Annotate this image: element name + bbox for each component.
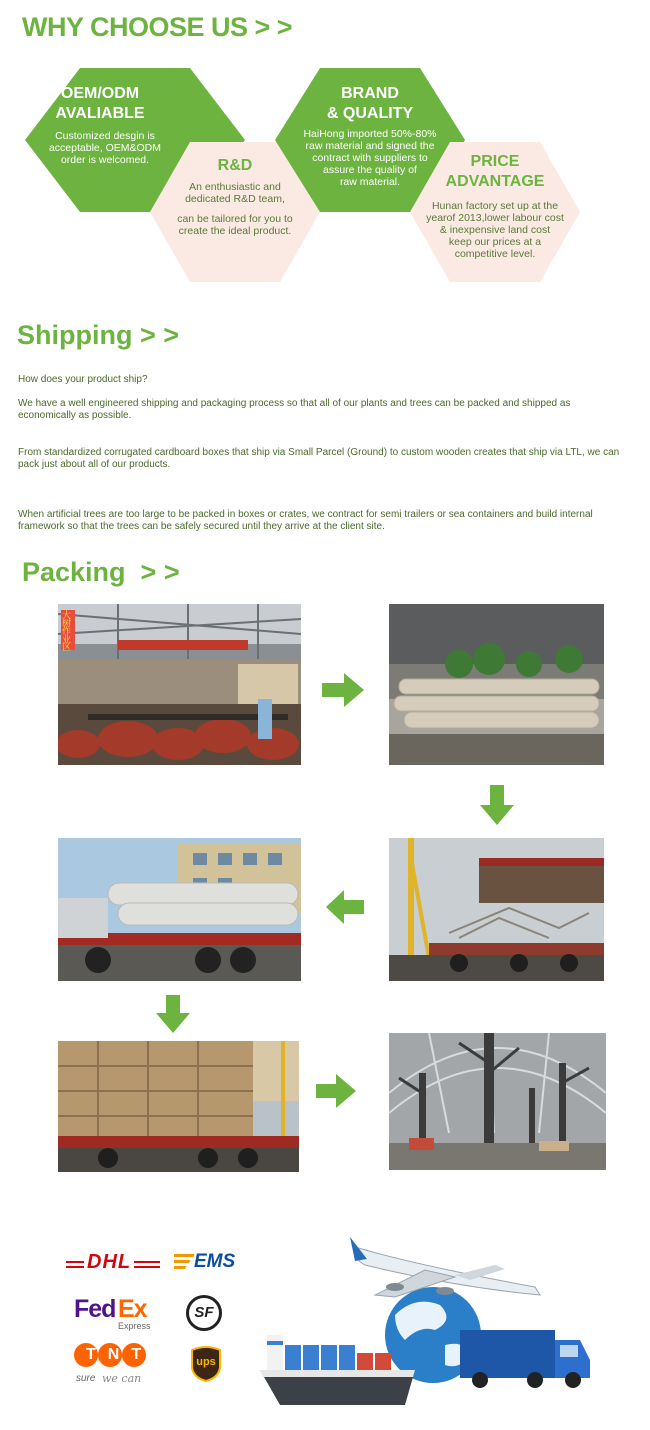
airplane-icon	[350, 1237, 540, 1297]
truck-icon	[460, 1330, 590, 1388]
ems-logo: EMS	[174, 1250, 240, 1274]
arrow-left-icon	[326, 890, 364, 924]
why-choose-us-heading: WHY CHOOSE US > >	[22, 12, 293, 42]
arrow-down-icon	[480, 785, 514, 825]
hex-rd-text: An enthusiastic and dedicated R&D team, can be tailored for you to create the ideal product.	[177, 181, 293, 237]
hex-rd-title: R&D	[217, 157, 253, 174]
arrow-down-icon	[156, 995, 190, 1033]
shipping-paragraph-2: From standardized corrugated cardboard boxes that ship via Small Parcel (Ground) to custom wooden creates that ship via LTL, we can pack just about all of our products.	[18, 447, 620, 470]
hex-brand-title: BRAND & QUALITY	[326, 85, 414, 122]
warehouse-sign: 大树作业区	[62, 611, 72, 653]
hex-brand-text: HaiHong imported 50%-80% raw material and signed the contract with suppliers to assure the quality of raw material.	[303, 128, 437, 188]
arrow-right-icon	[322, 673, 364, 707]
packing-photo-truck-loaded	[58, 838, 301, 981]
dhl-logo: DHL	[66, 1253, 160, 1273]
shipping-paragraph-1: We have a well engineered shipping and packaging process so that all of our plants and trees can be packed and shipped as economically as possible.	[18, 398, 571, 421]
hex-oem-title: OEM/ODM AVALIABLE	[55, 85, 145, 122]
fedex-logo: Fed Ex Express	[74, 1295, 151, 1331]
packing-heading: Packing > >	[22, 557, 180, 587]
packing-photo-wrapped-trunks	[389, 604, 604, 765]
arrow-right-icon	[316, 1074, 356, 1108]
hex-price-text: Hunan factory set up at the yearof 2013,lower labour cost & inexpensive land cost keep our prices at a competitive level.	[426, 200, 564, 260]
sf-logo: SF	[186, 1295, 222, 1331]
hex-price-title: PRICE ADVANTAGE	[445, 153, 545, 190]
shipping-paragraph-3: When artificial trees are too large to be packed in boxes or crates, we contract for semi trailers or sea containers and build internal framework so that the trees can be safely secured until they arrive at the client site.	[18, 509, 593, 532]
shipping-heading: Shipping > >	[17, 320, 180, 350]
packing-photo-crane	[389, 838, 604, 981]
ups-logo: ups	[190, 1346, 222, 1382]
packing-photo-warehouse	[58, 604, 301, 765]
shipping-question: How does your product ship?	[18, 374, 148, 385]
hex-oem-text: Customized desgin is acceptable, OEM&ODM order is welcomed.	[48, 130, 162, 166]
transport-illustration	[255, 1225, 595, 1420]
tnt-logo: TNT sure we can	[74, 1343, 154, 1393]
packing-photo-truck-crates	[58, 1041, 299, 1172]
packing-photo-installed-trees	[389, 1033, 606, 1170]
